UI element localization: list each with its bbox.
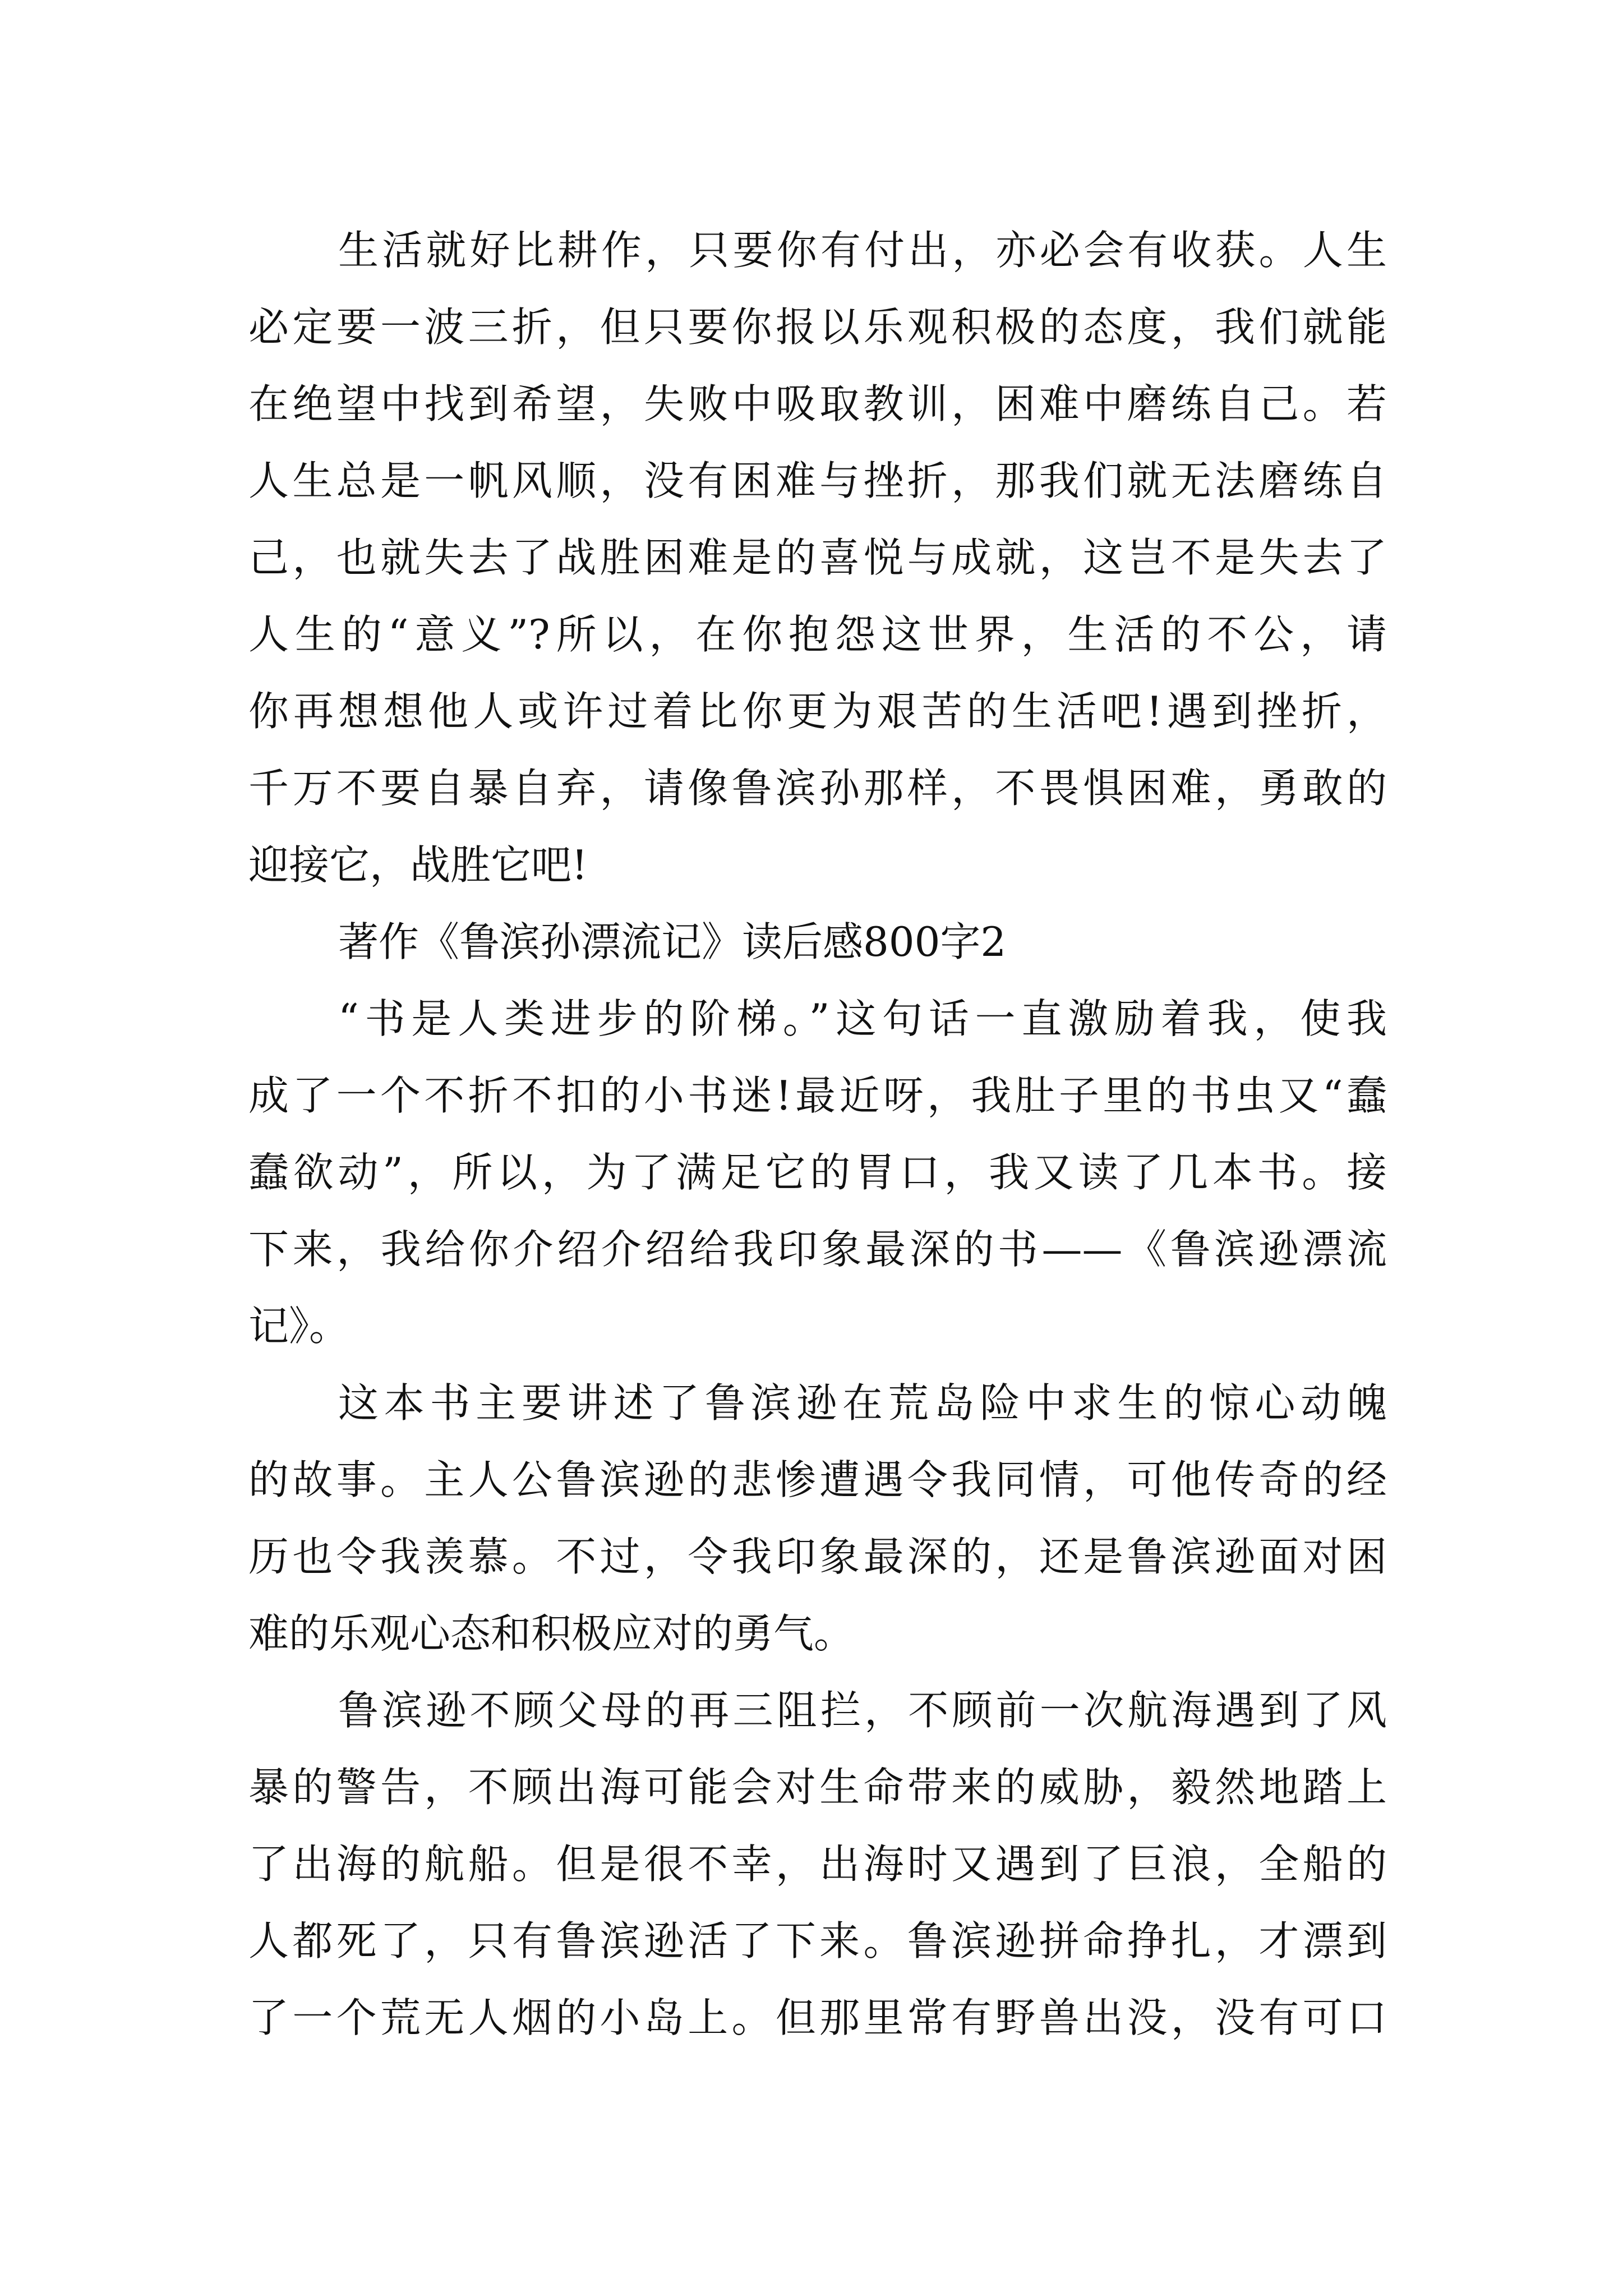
paragraph-line: 人都死了，只有鲁滨逊活了下来。鲁滨逊拼命挣扎，才漂到: [248, 1917, 1387, 1964]
paragraph-line: 的故事。主人公鲁滨逊的悲惨遭遇令我同情，可他传奇的经: [248, 1456, 1387, 1503]
paragraph-line: 历也令我羡慕。不过，令我印象最深的，还是鲁滨逊面对困: [248, 1533, 1387, 1580]
paragraph-line: “书是人类进步的阶梯。”这句话一直激励着我，使我: [338, 995, 1387, 1042]
paragraph-line: 记》。: [248, 1303, 350, 1350]
paragraph-line: 必定要一波三折，但只要你报以乐观积极的态度，我们就能: [248, 303, 1387, 351]
paragraph-line: 鲁滨逊不顾父母的再三阻拦，不顾前一次航海遇到了风: [338, 1687, 1387, 1734]
paragraph-line: 了出海的航船。但是很不幸，出海时又遇到了巨浪，全船的: [248, 1841, 1387, 1888]
paragraph-line: 生活就好比耕作，只要你有付出，亦必会有收获。人生: [338, 227, 1387, 274]
paragraph-line: 这本书主要讲述了鲁滨逊在荒岛险中求生的惊心动魄: [338, 1379, 1387, 1427]
section-heading: 著作《鲁滨孙漂流记》读后感800字2: [338, 918, 1007, 965]
paragraph-line: 你再想想他人或许过着比你更为艰苦的生活吧!遇到挫折，: [248, 688, 1387, 735]
paragraph-line: 了一个荒无人烟的小岛上。但那里常有野兽出没，没有可口: [248, 1994, 1387, 2041]
paragraph-line: 迎接它，战胜它吧!: [248, 841, 588, 889]
paragraph-line: 难的乐观心态和积极应对的勇气。: [248, 1610, 855, 1657]
paragraph-line: 己，也就失去了战胜困难是的喜悦与成就，这岂不是失去了: [248, 534, 1387, 581]
paragraph-line: 暴的警告，不顾出海可能会对生命带来的威胁，毅然地踏上: [248, 1764, 1387, 1811]
paragraph-line: 人生总是一帆风顺，没有困难与挫折，那我们就无法磨练自: [248, 457, 1387, 504]
paragraph-line: 成了一个不折不扣的小书迷!最近呀，我肚子里的书虫又“蠢: [248, 1072, 1387, 1119]
paragraph-line: 千万不要自暴自弃，请像鲁滨孙那样，不畏惧困难，勇敢的: [248, 765, 1387, 812]
paragraph-line: 在绝望中找到希望，失败中吸取教训，困难中磨练自己。若: [248, 380, 1387, 427]
paragraph-line: 人生的“意义”?所以，在你抱怨这世界，生活的不公，请: [248, 611, 1387, 658]
document-body: [248, 212, 1387, 2056]
paragraph-line: 蠢欲动”，所以，为了满足它的胃口，我又读了几本书。接: [248, 1149, 1387, 1196]
paragraph-line: 下来，我给你介绍介绍给我印象最深的书——《鲁滨逊漂流: [248, 1226, 1387, 1273]
